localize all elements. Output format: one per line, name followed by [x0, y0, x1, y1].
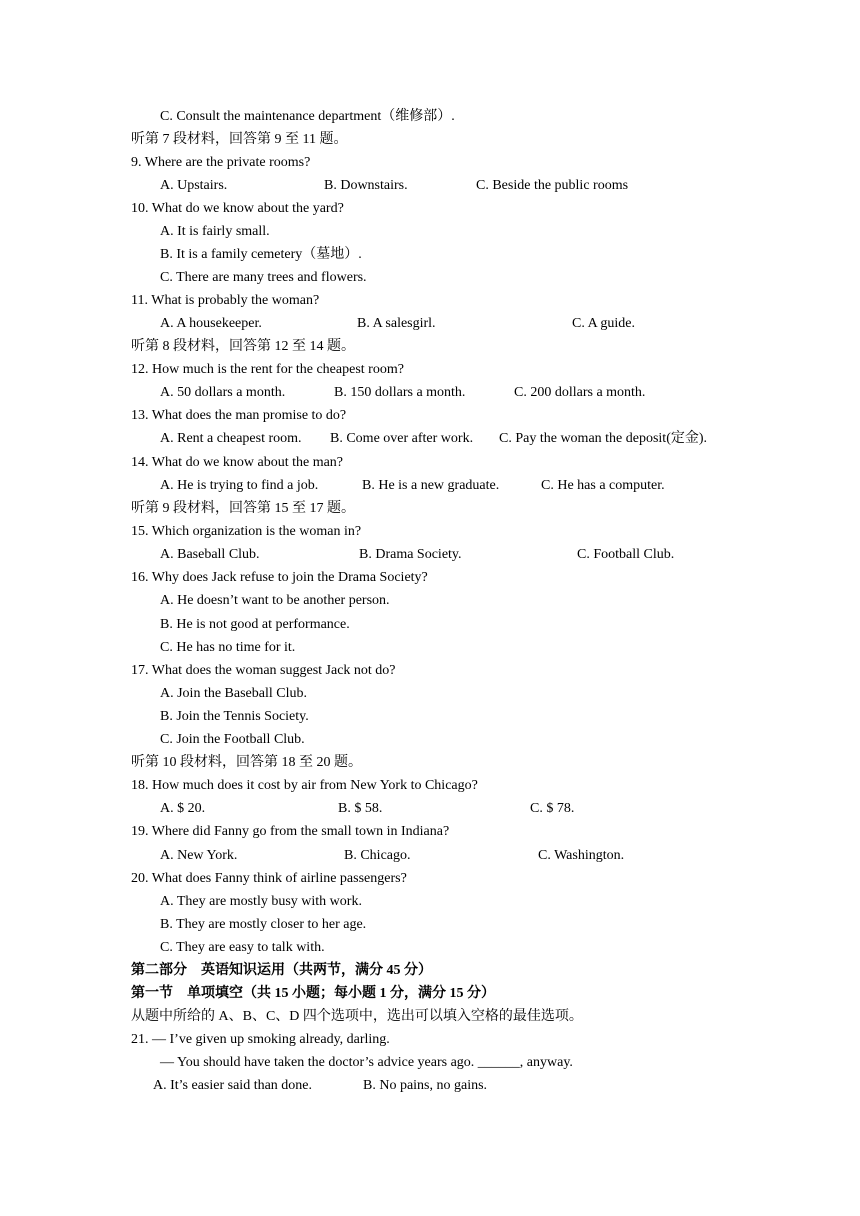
question-10: 10. What do we know about the yard?: [131, 201, 344, 216]
option-a-q21: A. It’s easier said than done.: [153, 1078, 313, 1093]
option-c-q19: C. Washington.: [538, 848, 625, 863]
question-20: 20. What does Fanny think of airline passengers?: [131, 871, 407, 886]
option-c-q13: C. Pay the woman the deposit(定金).: [499, 431, 708, 446]
option-c-q17: C. Join the Football Club.: [160, 732, 305, 747]
question-16: 16. Why does Jack refuse to join the Drama Society?: [131, 570, 428, 585]
option-a-q10: A. It is fairly small.: [160, 224, 270, 239]
option-a-q19: A. New York.: [160, 848, 238, 863]
option-c-q12: C. 200 dollars a month.: [514, 385, 646, 400]
options-q11: [0, 315, 860, 333]
option-b-q20: B. They are mostly closer to her age.: [160, 917, 367, 932]
section-one-heading: 第一节 单项填空（共 15 小题；每小题 1 分，满分 15 分）: [131, 986, 495, 1001]
question-14: 14. What do we know about the man?: [131, 455, 344, 470]
question-15: 15. Which organization is the woman in?: [131, 524, 362, 539]
question-18: 18. How much does it cost by air from New York to Chicago?: [131, 778, 478, 793]
option-c-q14: C. He has a computer.: [541, 478, 665, 493]
question-13: 13. What does the man promise to do?: [131, 408, 347, 423]
question-21-prompt: 21. ― I’ve given up smoking already, darling.: [131, 1032, 390, 1047]
options-q13: [0, 430, 860, 448]
option-b-q18: B. $ 58.: [338, 801, 383, 816]
option-b-q9: B. Downstairs.: [324, 178, 408, 193]
section-heading-passage-10: 听第 10 段材料，回答第 18 至 20 题。: [131, 755, 362, 770]
option-c-q11: C. A guide.: [572, 316, 636, 331]
option-b-q17: B. Join the Tennis Society.: [160, 709, 309, 724]
option-b-q19: B. Chicago.: [344, 848, 411, 863]
option-c-q10: C. There are many trees and flowers.: [160, 270, 367, 285]
option-b-q11: B. A salesgirl.: [357, 316, 436, 331]
option-a-q14: A. He is trying to find a job.: [160, 478, 319, 493]
option-a-q15: A. Baseball Club.: [160, 547, 260, 562]
question-17: 17. What does the woman suggest Jack not do?: [131, 663, 396, 678]
question-12: 12. How much is the rent for the cheapest room?: [131, 362, 404, 377]
option-a-q13: A. Rent a cheapest room.: [160, 431, 302, 446]
option-a-q9: A. Upstairs.: [160, 178, 228, 193]
option-b-q10: B. It is a family cemetery（墓地）.: [160, 247, 362, 262]
option-b-q13: B. Come over after work.: [330, 431, 474, 446]
option-b-q14: B. He is a new graduate.: [362, 478, 500, 493]
option-c-q15: C. Football Club.: [577, 547, 675, 562]
options-q15: [0, 546, 860, 564]
option-c-q9: C. Beside the public rooms: [476, 178, 629, 193]
section-heading-passage-7: 听第 7 段材料，回答第 9 至 11 题。: [131, 132, 348, 147]
options-q18: [0, 800, 860, 818]
option-c-q20: C. They are easy to talk with.: [160, 940, 325, 955]
section-heading-passage-8: 听第 8 段材料，回答第 12 至 14 题。: [131, 339, 355, 354]
option-a-q17: A. Join the Baseball Club.: [160, 686, 307, 701]
options-q9: [0, 177, 860, 195]
option-c-q18: C. $ 78.: [530, 801, 575, 816]
option-c-q16: C. He has no time for it.: [160, 640, 296, 655]
option-b-q12: B. 150 dollars a month.: [334, 385, 466, 400]
option-c-q8: C. Consult the maintenance department（维修部）.: [160, 109, 455, 124]
options-q19: [0, 847, 860, 865]
question-21-reply: ― You should have taken the doctor’s advice years ago. ______, anyway.: [160, 1055, 573, 1070]
option-a-q12: A. 50 dollars a month.: [160, 385, 286, 400]
options-q12: [0, 384, 860, 402]
option-a-q11: A. A housekeeper.: [160, 316, 262, 331]
section-heading-passage-9: 听第 9 段材料，回答第 15 至 17 题。: [131, 501, 355, 516]
option-a-q20: A. They are mostly busy with work.: [160, 894, 362, 909]
question-9: 9. Where are the private rooms?: [131, 155, 311, 170]
instructions: 从题中所给的 A、B、C、D 四个选项中，选出可以填入空格的最佳选项。: [131, 1009, 583, 1024]
question-11: 11. What is probably the woman?: [131, 293, 320, 308]
options-q21: [0, 1077, 860, 1095]
option-b-q21: B. No pains, no gains.: [363, 1078, 488, 1093]
option-b-q15: B. Drama Society.: [359, 547, 462, 562]
part-two-heading: 第二部分 英语知识运用（共两节，满分 45 分）: [131, 963, 432, 978]
option-a-q16: A. He doesn’t want to be another person.: [160, 593, 390, 608]
option-a-q18: A. $ 20.: [160, 801, 206, 816]
options-q14: [0, 477, 860, 495]
question-19: 19. Where did Fanny go from the small town in Indiana?: [131, 824, 450, 839]
option-b-q16: B. He is not good at performance.: [160, 617, 350, 632]
